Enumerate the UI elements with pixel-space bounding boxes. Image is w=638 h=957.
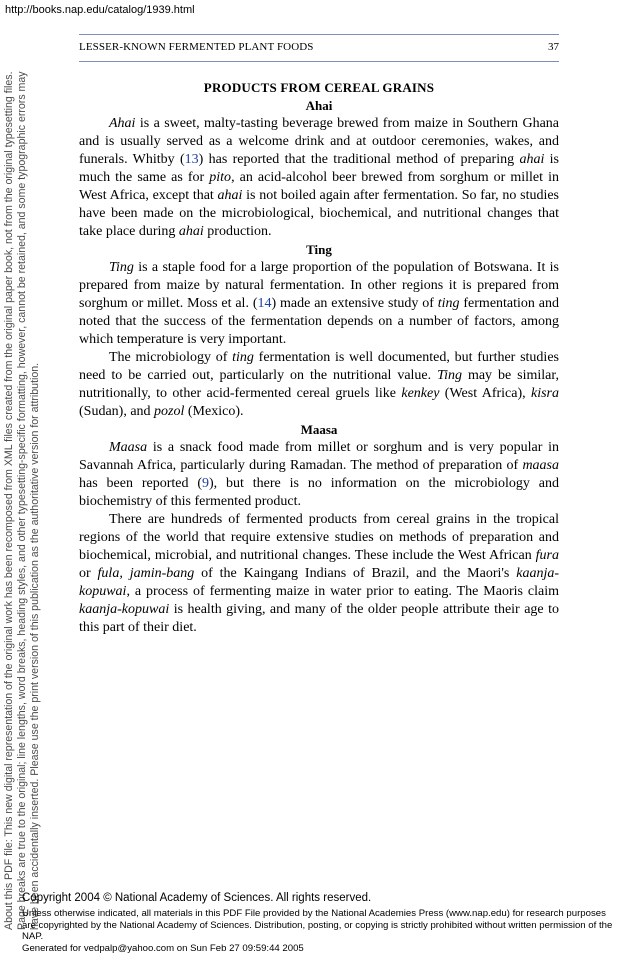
page-number: 37 [548,41,559,53]
reference-link[interactable]: 9 [202,476,209,491]
reference-link[interactable]: 13 [184,152,199,167]
section-heading-ting: Ting [306,242,332,257]
page-footer [22,891,622,954]
reference-link[interactable]: 14 [257,296,272,311]
usage-terms: Unless otherwise indicated, all materials in this PDF File provided by the National Academies Press (www.nap.edu) for research purposes are copyrighted by the National Academy of Sciences. Distribution, posting, or copying is strictly prohibited without written permission of the NAP. [22,908,613,942]
paragraph-maasa-2: There are hundreds of fermented products from cereal grains in the tropical regions of the world that require extensive studies on methods of preparation and biochemical, microbial, and nutritional changes. These include the West African fura or fula, jamin-bang of the Kaingang Indians of Brazil, and the Maori's kaanja-kopuwai, a process of fermenting maize in water prior to eating. The Maoris claim kaanja-kopuwai is health giving, and many of the older people attribute their age to this part of their diet. [79,512,559,635]
sidebar-note: About this PDF file: This new digital representation of the original work has been recomposed from XML files created from the original paper book, not from the original typesetting files. Page breaks are true to the original; line lengths, word breaks, heading styles, and other typesetting-specific formatting, however, cannot be retained, and some typographic errors may have been accidentally inserted. Please use the print version of this publication as the authoritative version for attribution. [3,71,42,930]
chapter-section-title: PRODUCTS FROM CEREAL GRAINS [203,80,435,95]
section-heading-maasa: Maasa [300,422,338,437]
copyright-notice: Copyright 2004 © National Academy of Sciences. All rights reserved. [22,892,372,904]
paragraph-ting-2: The microbiology of ting fermentation is well documented, but further studies need to be carried out, particularly on the nutritional value. Ting may be similar, nutritionally, to other acid-fermented cereal gruels like kenkey (West Africa), kisra (Sudan), and pozol (Mexico). [79,350,560,419]
paragraph-maasa-1: Maasa is a snack food made from millet or sorghum and is very popular in Savannah Africa, particularly during Ramadan. The method of preparation of maasa has been reported (9), but there is no information on the microbiology and biochemistry of this fermented product. [79,440,559,509]
page-body [79,79,559,637]
generated-notice: Generated for vedpalp@yahoo.com on Sun Feb 27 09:59:44 2005 [22,942,304,954]
source-url[interactable]: http://books.nap.edu/catalog/1939.html [5,4,195,16]
paragraph-ahai: Ahai is a sweet, malty-tasting beverage brewed from maize in Southern Ghana and is usually served as a welcome drink and at outdoor ceremonies, wakes, and funerals. Whitby (13) has reported that the traditional method of preparing ahai is much the same as for pito, an acid-alcohol beer brewed from sorghum or millet in West Africa, except that ahai is not boiled again after fermentation. So far, no studies have been made on the microbiological, biochemical, and nutritional changes that take place during ahai production. [79,116,560,239]
section-heading-ahai: Ahai [305,98,333,113]
running-title: LESSER-KNOWN FERMENTED PLANT FOODS [79,41,314,53]
attribution-sidebar [0,0,60,935]
paragraph-ting-1: Ting is a staple food for a large proportion of the population of Botswana. It is prepared from maize by natural fermentation. In other regions it is prepared from sorghum or millet. Moss et al. (14) made an extensive study of ting fermentation and noted that the success of the fermentation depends on a number of factors, among which temperature is very important. [79,260,559,347]
running-header [79,34,559,62]
